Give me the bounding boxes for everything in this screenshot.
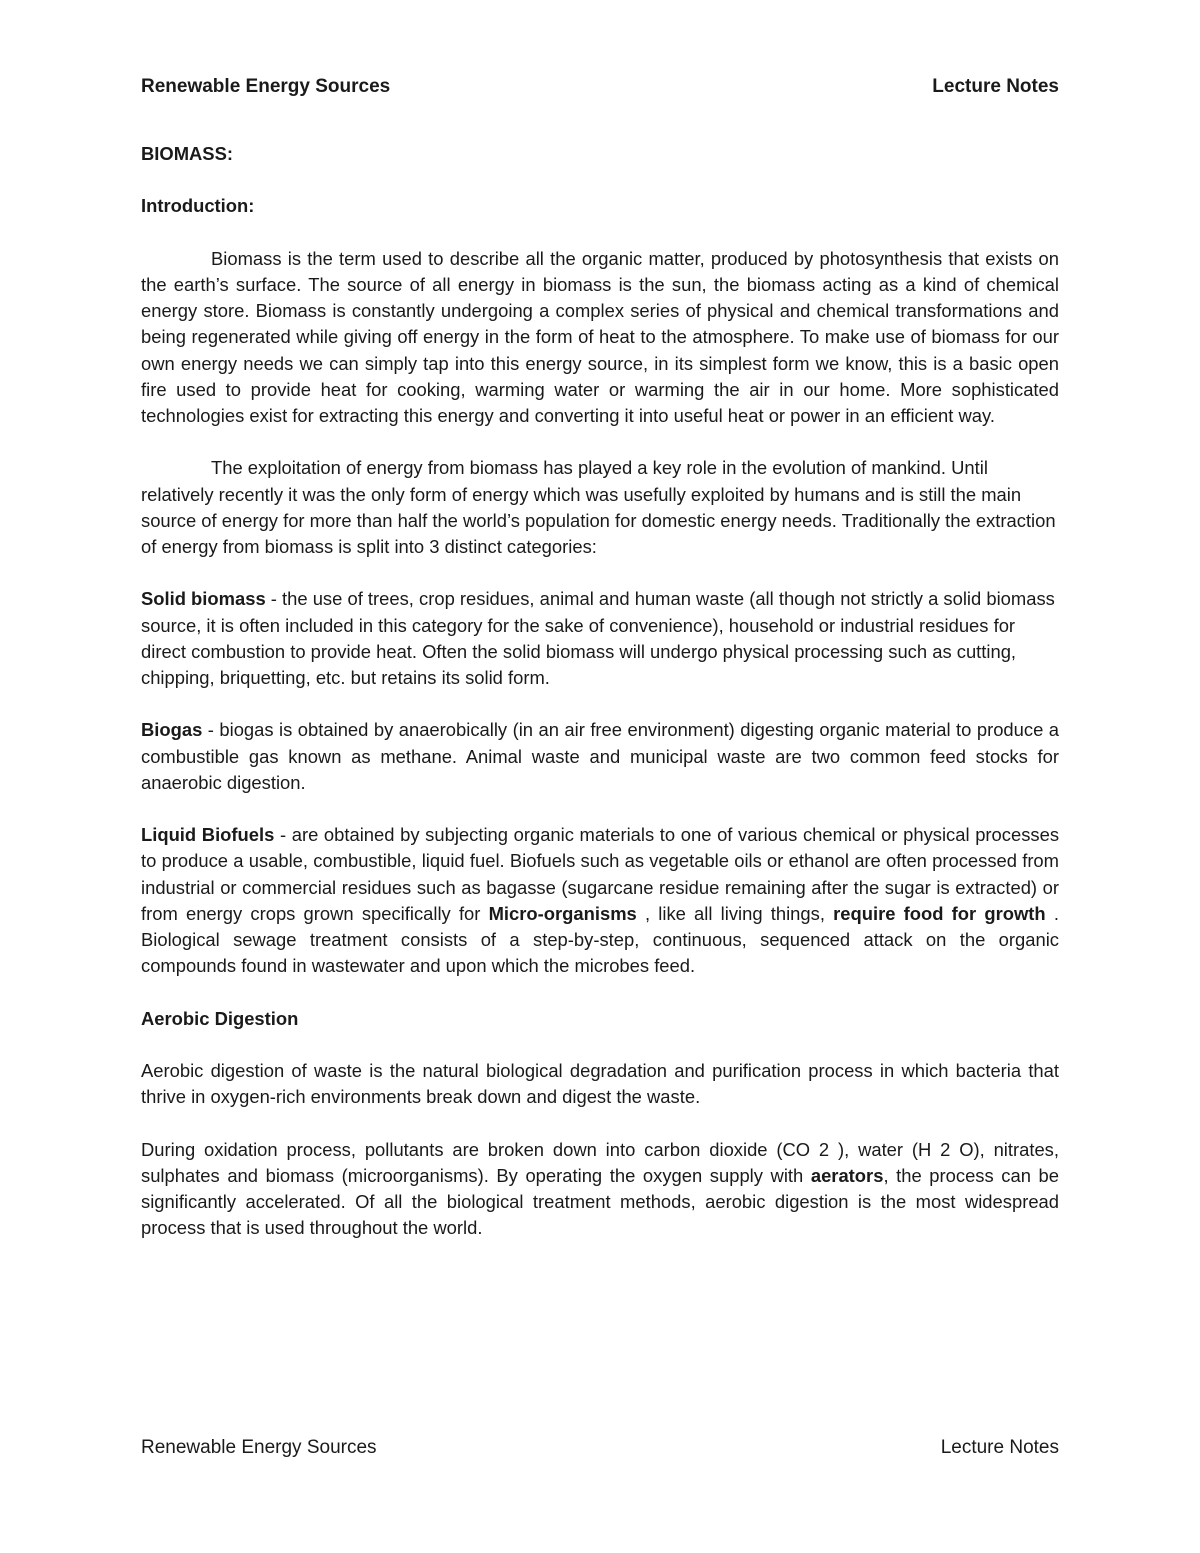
page-header (141, 75, 1059, 99)
document-body (141, 141, 1059, 1241)
require-food-term: require food for growth (833, 902, 1046, 924)
aerobic-paragraph-2 (141, 1137, 1059, 1242)
aerobic-heading: Aerobic Digestion (141, 1007, 299, 1029)
footer-right: Lecture Notes (940, 1437, 1059, 1458)
intro-paragraph-1: Biomass is the term used to describe all the organic matter, produced by photosynthesis that exists on the earth’s surface. The source of all energy in biomass is the sun, the biomass acting as a kind of chemical energy store. Biomass is constantly undergoing a complex series of physical and chemical transformations and being regenerated while giving off energy in the form of heat to the atmosphere. To make use of biomass for our own energy needs we can simply tap into this energy source, in its simplest form we know, this is a basic open fire used to provide heat for cooking, warming water or warming the air in our home. More sophisticated technologies exist for extracting this energy and converting it into useful heat or power in an efficient way. (141, 247, 1059, 426)
liquid-biofuels-term: Liquid Biofuels (141, 824, 275, 846)
aerobic-text-1: During oxidation process, pollutants are broken down into carbon dioxide (CO 2 ), water (H 2 O), nitrates, sulphates and biomass (microorganisms). By operating the oxygen supply with (141, 1138, 1059, 1186)
intro-heading: Introduction: (141, 195, 255, 217)
header-right: Lecture Notes (932, 76, 1059, 97)
solid-biomass-text: - the use of trees, crop residues, animal and human waste (all though not strictly a solid biomass source, it is often included in this category for the sake of convenience), household or industrial residues for direct combustion to provide heat. Often the solid biomass will undergo physical processing such as cutting, chipping, briquetting, etc. but retains its solid form. (141, 588, 1055, 688)
intro-paragraph-2: The exploitation of energy from biomass has played a key role in the evolution of mankind. Until relatively recently it was the only form of energy which was usefully exploited by humans and is still the main source of energy for more than half the world’s population for domestic energy needs. Traditionally the extraction of energy from biomass is split into 3 distinct categories: (141, 457, 1056, 557)
biogas-term: Biogas (141, 719, 203, 741)
liquid-biofuels-paragraph (141, 822, 1059, 979)
aerobic-text-2: , the process can be significantly accelerated. Of all the biological treatment methods, aerobic digestion is the most widespread process that is used throughout the world. (141, 1164, 1059, 1239)
liquid-biofuels-text-1: - are obtained by subjecting organic materials to one of various chemical or physical processes to produce a usable, combustible, liquid fuel. Biofuels such as vegetable oils or ethanol are often processed from industrial or commercial residues such as bagasse (sugarcane residue remaining after the sugar is extracted) or from energy crops grown specifically for (141, 824, 1060, 924)
aerobic-paragraph-1: Aerobic digestion of waste is the natural biological degradation and purification process in which bacteria that thrive in oxygen-rich environments break down and digest the waste. (141, 1059, 1059, 1108)
liquid-biofuels-text-2: , like all living things, (636, 902, 834, 924)
biogas-paragraph (141, 717, 1059, 796)
liquid-biofuels-text-3: . Biological sewage treatment consists of a step-by-step, continuous, sequenced attack on the organic compounds found in wastewater and upon which the microbes feed. (141, 902, 1059, 977)
micro-organisms-term: Micro-organisms (488, 902, 637, 924)
biogas-text: - biogas is obtained by anaerobically (in an air free environment) digesting organic material to produce a combustible gas known as methane. Animal waste and municipal waste are two common feed stocks for anaerobic digestion. (141, 719, 1059, 793)
header-left: Renewable Energy Sources (141, 76, 391, 97)
document-title: BIOMASS: (141, 143, 233, 164)
footer-left: Renewable Energy Sources (141, 1437, 377, 1458)
solid-biomass-paragraph (141, 586, 1059, 691)
aerators-term: aerators (810, 1164, 884, 1186)
page-footer-bar (141, 1436, 1059, 1460)
solid-biomass-term: Solid biomass (141, 588, 266, 610)
